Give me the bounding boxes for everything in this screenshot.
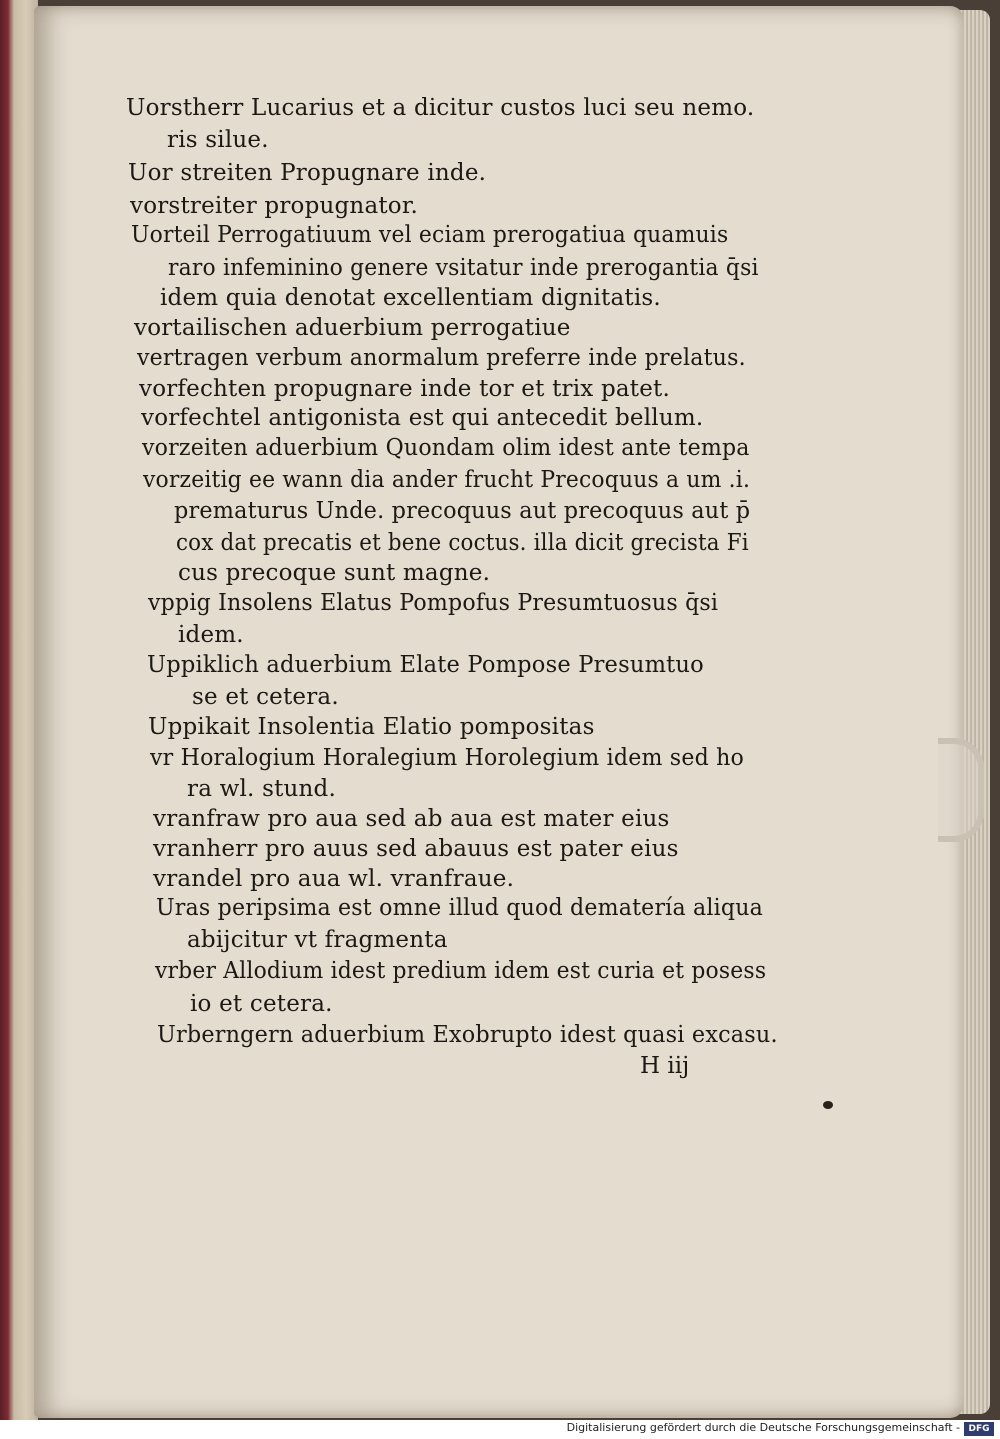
text-line: Uppikait Insolentia Elatio pompositas [148, 714, 595, 740]
text-line: vrandel pro aua wl. vranfraue. [153, 866, 515, 892]
text-line: Uor streiten Propugnare inde. [128, 160, 487, 186]
text-line: idem. [178, 622, 244, 648]
text-line: vorstreiter propugnator. [130, 193, 419, 219]
ink-spot [823, 1101, 833, 1109]
text-line: cox dat precatis et bene coctus. illa dicit grecista Fi [176, 530, 749, 556]
text-line: abijcitur vt fragmenta [187, 927, 448, 953]
dfg-logo: DFG [964, 1422, 994, 1436]
text-line: vorzeitig ee wann dia ander frucht Precoquus a um .i. [143, 467, 751, 493]
text-line: vortailischen aduerbium perrogatiue [134, 315, 571, 341]
text-line: Uppiklich aduerbium Elate Pompose Presumtuo [147, 652, 704, 678]
footer-bar [0, 1420, 1000, 1439]
text-line: ris silue. [167, 127, 269, 153]
text-line: vorfechtel antigonista est qui antecedit bellum. [141, 405, 704, 431]
text-line: Uorstherr Lucarius et a dicitur custos luci seu nemo. [126, 95, 755, 121]
text-line: prematurus Unde. precoquus aut precoquus aut p̄ [174, 498, 751, 524]
text-line: Urberngern aduerbium Exobrupto idest quasi excasu. [157, 1022, 778, 1048]
text-line: raro infeminino genere vsitatur inde prerogantia q̄si [168, 255, 759, 281]
text-line: vertragen verbum anormalum preferre inde prelatus. [137, 345, 746, 371]
text-line: ra wl. stund. [187, 776, 336, 802]
text-line: vorzeiten aduerbium Quondam olim idest ante tempa [142, 435, 750, 461]
text-line: io et cetera. [190, 991, 333, 1017]
text-line: vr Horalogium Horalegium Horolegium idem sed ho [150, 745, 745, 771]
funding-credit: Digitalisierung gefördert durch die Deutsche Forschungsgemeinschaft - [566, 1421, 960, 1434]
text-line: vorfechten propugnare inde tor et trix patet. [139, 376, 670, 402]
text-line: se et cetera. [192, 684, 339, 710]
text-line: vranherr pro auus sed abauus est pater eius [153, 836, 679, 862]
folio-signature: H iij [640, 1053, 690, 1079]
text-line: vrber Allodium idest predium idem est curia et posess [155, 958, 767, 984]
text-line: vppig Insolens Elatus Pompofus Presumtuosus q̄si [148, 590, 719, 616]
text-line: vranfraw pro aua sed ab aua est mater eius [153, 806, 670, 832]
text-line: Uorteil Perrogatiuum vel eciam prerogatiua quamuis [131, 222, 729, 248]
text-line: cus precoque sunt magne. [178, 560, 491, 586]
text-line: Uras peripsima est omne illud quod dematería aliqua [156, 895, 763, 921]
text-line: idem quia denotat excellentiam dignitatis. [160, 285, 661, 311]
